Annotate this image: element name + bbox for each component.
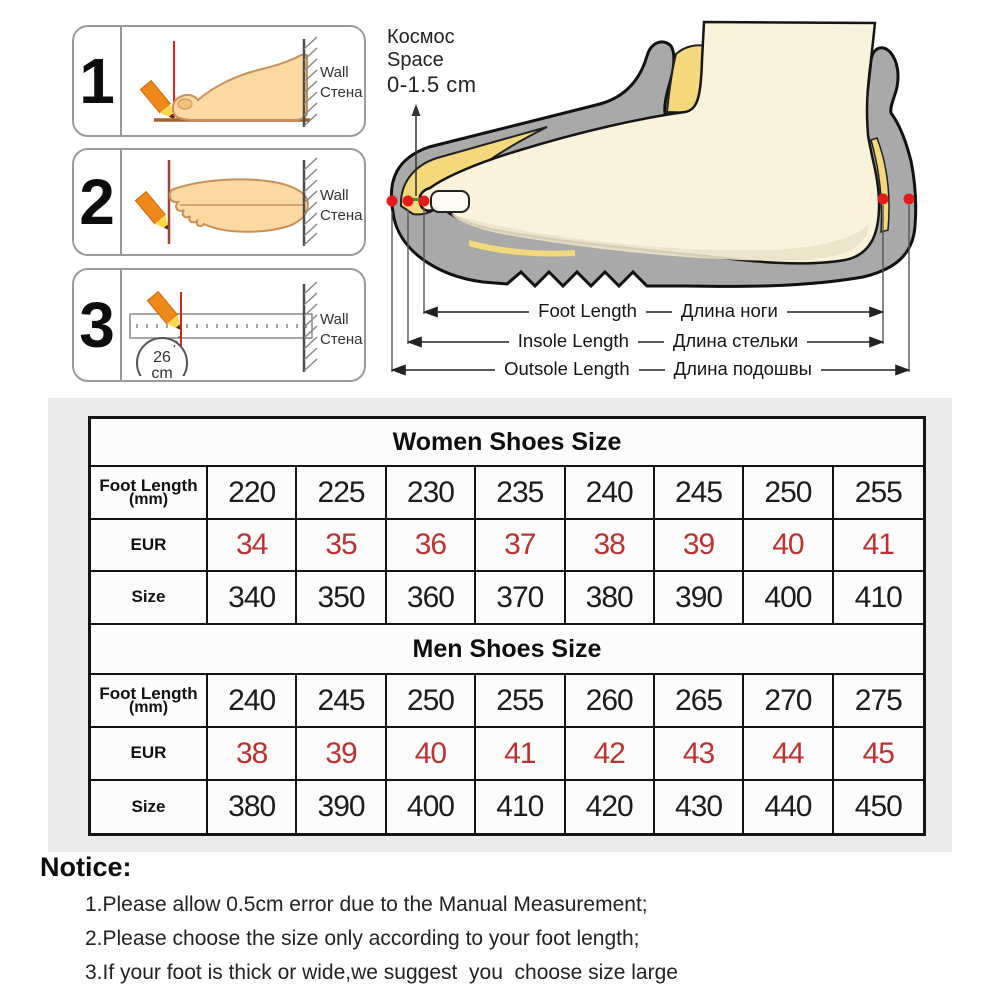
table-cell: 41: [834, 520, 923, 572]
row-label-foot-length: [91, 467, 208, 520]
table-cell: 225: [297, 467, 386, 520]
wall-label-en: Wall: [320, 187, 349, 204]
row-label-unit: (mm): [128, 698, 169, 716]
table-cell: 250: [387, 675, 476, 728]
wall-label-ru: Стена: [320, 83, 363, 101]
table-cell: 350: [297, 572, 386, 625]
toenail: [431, 191, 469, 212]
table-cell: 220: [208, 467, 297, 520]
table-cell: 38: [208, 728, 297, 781]
table-cell: 275: [834, 675, 923, 728]
table-cell: 430: [655, 781, 744, 833]
wall-label: [320, 310, 363, 349]
notice-item-3: 3.If your foot is thick or wide,we suggest you choose size large: [85, 961, 678, 984]
table-cell: 245: [297, 675, 386, 728]
table-cell: 270: [744, 675, 833, 728]
table-cell: 370: [476, 572, 565, 625]
insole-length-label-ru: Длина стельки: [664, 330, 807, 352]
notice-item-2: 2.Please choose the size only according to your foot length;: [85, 927, 640, 950]
table-cell: 240: [566, 467, 655, 520]
table-cell: 38: [566, 520, 655, 572]
table-cell: 230: [387, 467, 476, 520]
space-arrowhead: [412, 104, 421, 116]
space-label-en: Space: [387, 49, 444, 71]
outsole-length-label-ru: Длина подошвы: [665, 358, 821, 380]
measure-step-1-panel: [72, 25, 366, 137]
row-label-eur: EUR: [91, 728, 208, 781]
outsole-length-label-en: Outsole Length: [495, 358, 638, 380]
foot-length-label-ru: Длина ноги: [672, 300, 787, 322]
foot-length-label-en: Foot Length: [529, 300, 646, 322]
table-cell: 410: [834, 572, 923, 625]
table-cell: 400: [744, 572, 833, 625]
row-label-eur: EUR: [91, 520, 208, 572]
table-cell: 260: [566, 675, 655, 728]
table-cell: 265: [655, 675, 744, 728]
panel-divider: [120, 27, 122, 135]
wall-label-ru: Стена: [320, 206, 363, 224]
table-cell: 39: [655, 520, 744, 572]
toenail: [178, 99, 192, 109]
wall-label: [320, 186, 363, 225]
table-cell: 45: [834, 728, 923, 781]
table-cell: 250: [744, 467, 833, 520]
insole-length-label-en: Insole Length: [509, 330, 638, 352]
table-cell: 340: [208, 572, 297, 625]
size-chart-table: [88, 416, 926, 836]
row-label-size: Size: [91, 781, 208, 833]
table-cell: 35: [297, 520, 386, 572]
table-cell: 255: [476, 675, 565, 728]
table-cell: 36: [387, 520, 476, 572]
table-cell: 41: [476, 728, 565, 781]
table-cell: 39: [297, 728, 386, 781]
wall-label-en: Wall: [320, 311, 349, 328]
insole-length-label-row: [385, 330, 965, 352]
table-cell: 37: [476, 520, 565, 572]
space-value: 0-1.5 cm: [387, 72, 477, 97]
notice-item-1: 1.Please allow 0.5cm error due to the Manual Measurement;: [85, 893, 648, 916]
men-table-title: Men Shoes Size: [91, 625, 923, 675]
pencil-icon: [140, 81, 174, 119]
table-cell: 450: [854, 790, 902, 823]
outsole-length-label-row: [385, 358, 965, 380]
row-label-foot-length: [91, 675, 208, 728]
measured-length-label: [137, 350, 187, 382]
foot-side-illustration: [173, 55, 307, 120]
table-cell: 40: [744, 520, 833, 572]
table-cell: 440: [744, 781, 833, 833]
measured-length-value: 26: [153, 349, 171, 366]
wall-label-en: Wall: [320, 64, 349, 81]
panel-divider: [120, 270, 122, 380]
pencil-icon: [135, 192, 169, 230]
row-label-text: Foot Length: [99, 475, 198, 495]
measure-step-2-panel: [72, 148, 366, 256]
table-cell: 410: [476, 781, 565, 833]
measure-step-3-panel: [72, 268, 366, 382]
women-table-title: Women Shoes Size: [91, 419, 923, 467]
table-cell: 420: [566, 781, 655, 833]
step-number: 2: [79, 166, 115, 238]
table-cell: 380: [208, 781, 297, 833]
measured-length-unit: cm: [151, 365, 173, 382]
row-label-text: Foot Length: [99, 683, 198, 703]
wall-hatching: [304, 158, 317, 246]
table-cell: 400: [387, 781, 476, 833]
toe-space-note: [387, 26, 477, 98]
notice-section: [40, 852, 960, 985]
space-label-ru: Космос: [387, 26, 455, 48]
table-cell: 44: [744, 728, 833, 781]
table-cell: 43: [655, 728, 744, 781]
table-cell: 390: [297, 781, 386, 833]
shoe-cross-section-diagram: [385, 0, 965, 392]
step-number: 1: [79, 45, 115, 117]
table-cell: 235: [476, 467, 565, 520]
table-cell: 390: [655, 572, 744, 625]
step-number: 3: [79, 289, 115, 361]
foot-length-label-row: [385, 300, 965, 322]
row-label-size: Size: [91, 572, 208, 625]
wall-label: [320, 63, 363, 102]
size-chart-panel: [48, 398, 952, 852]
table-cell: 34: [208, 520, 297, 572]
notice-title: Notice:: [40, 852, 132, 882]
row-label-unit: (mm): [128, 490, 169, 508]
table-cell: 42: [566, 728, 655, 781]
table-cell: 240: [208, 675, 297, 728]
table-cell: 40: [387, 728, 476, 781]
table-cell: 245: [655, 467, 744, 520]
wall-label-ru: Стена: [320, 330, 363, 348]
table-cell: 380: [566, 572, 655, 625]
table-cell: 360: [387, 572, 476, 625]
table-cell: 255: [834, 467, 923, 520]
panel-divider: [120, 150, 122, 254]
